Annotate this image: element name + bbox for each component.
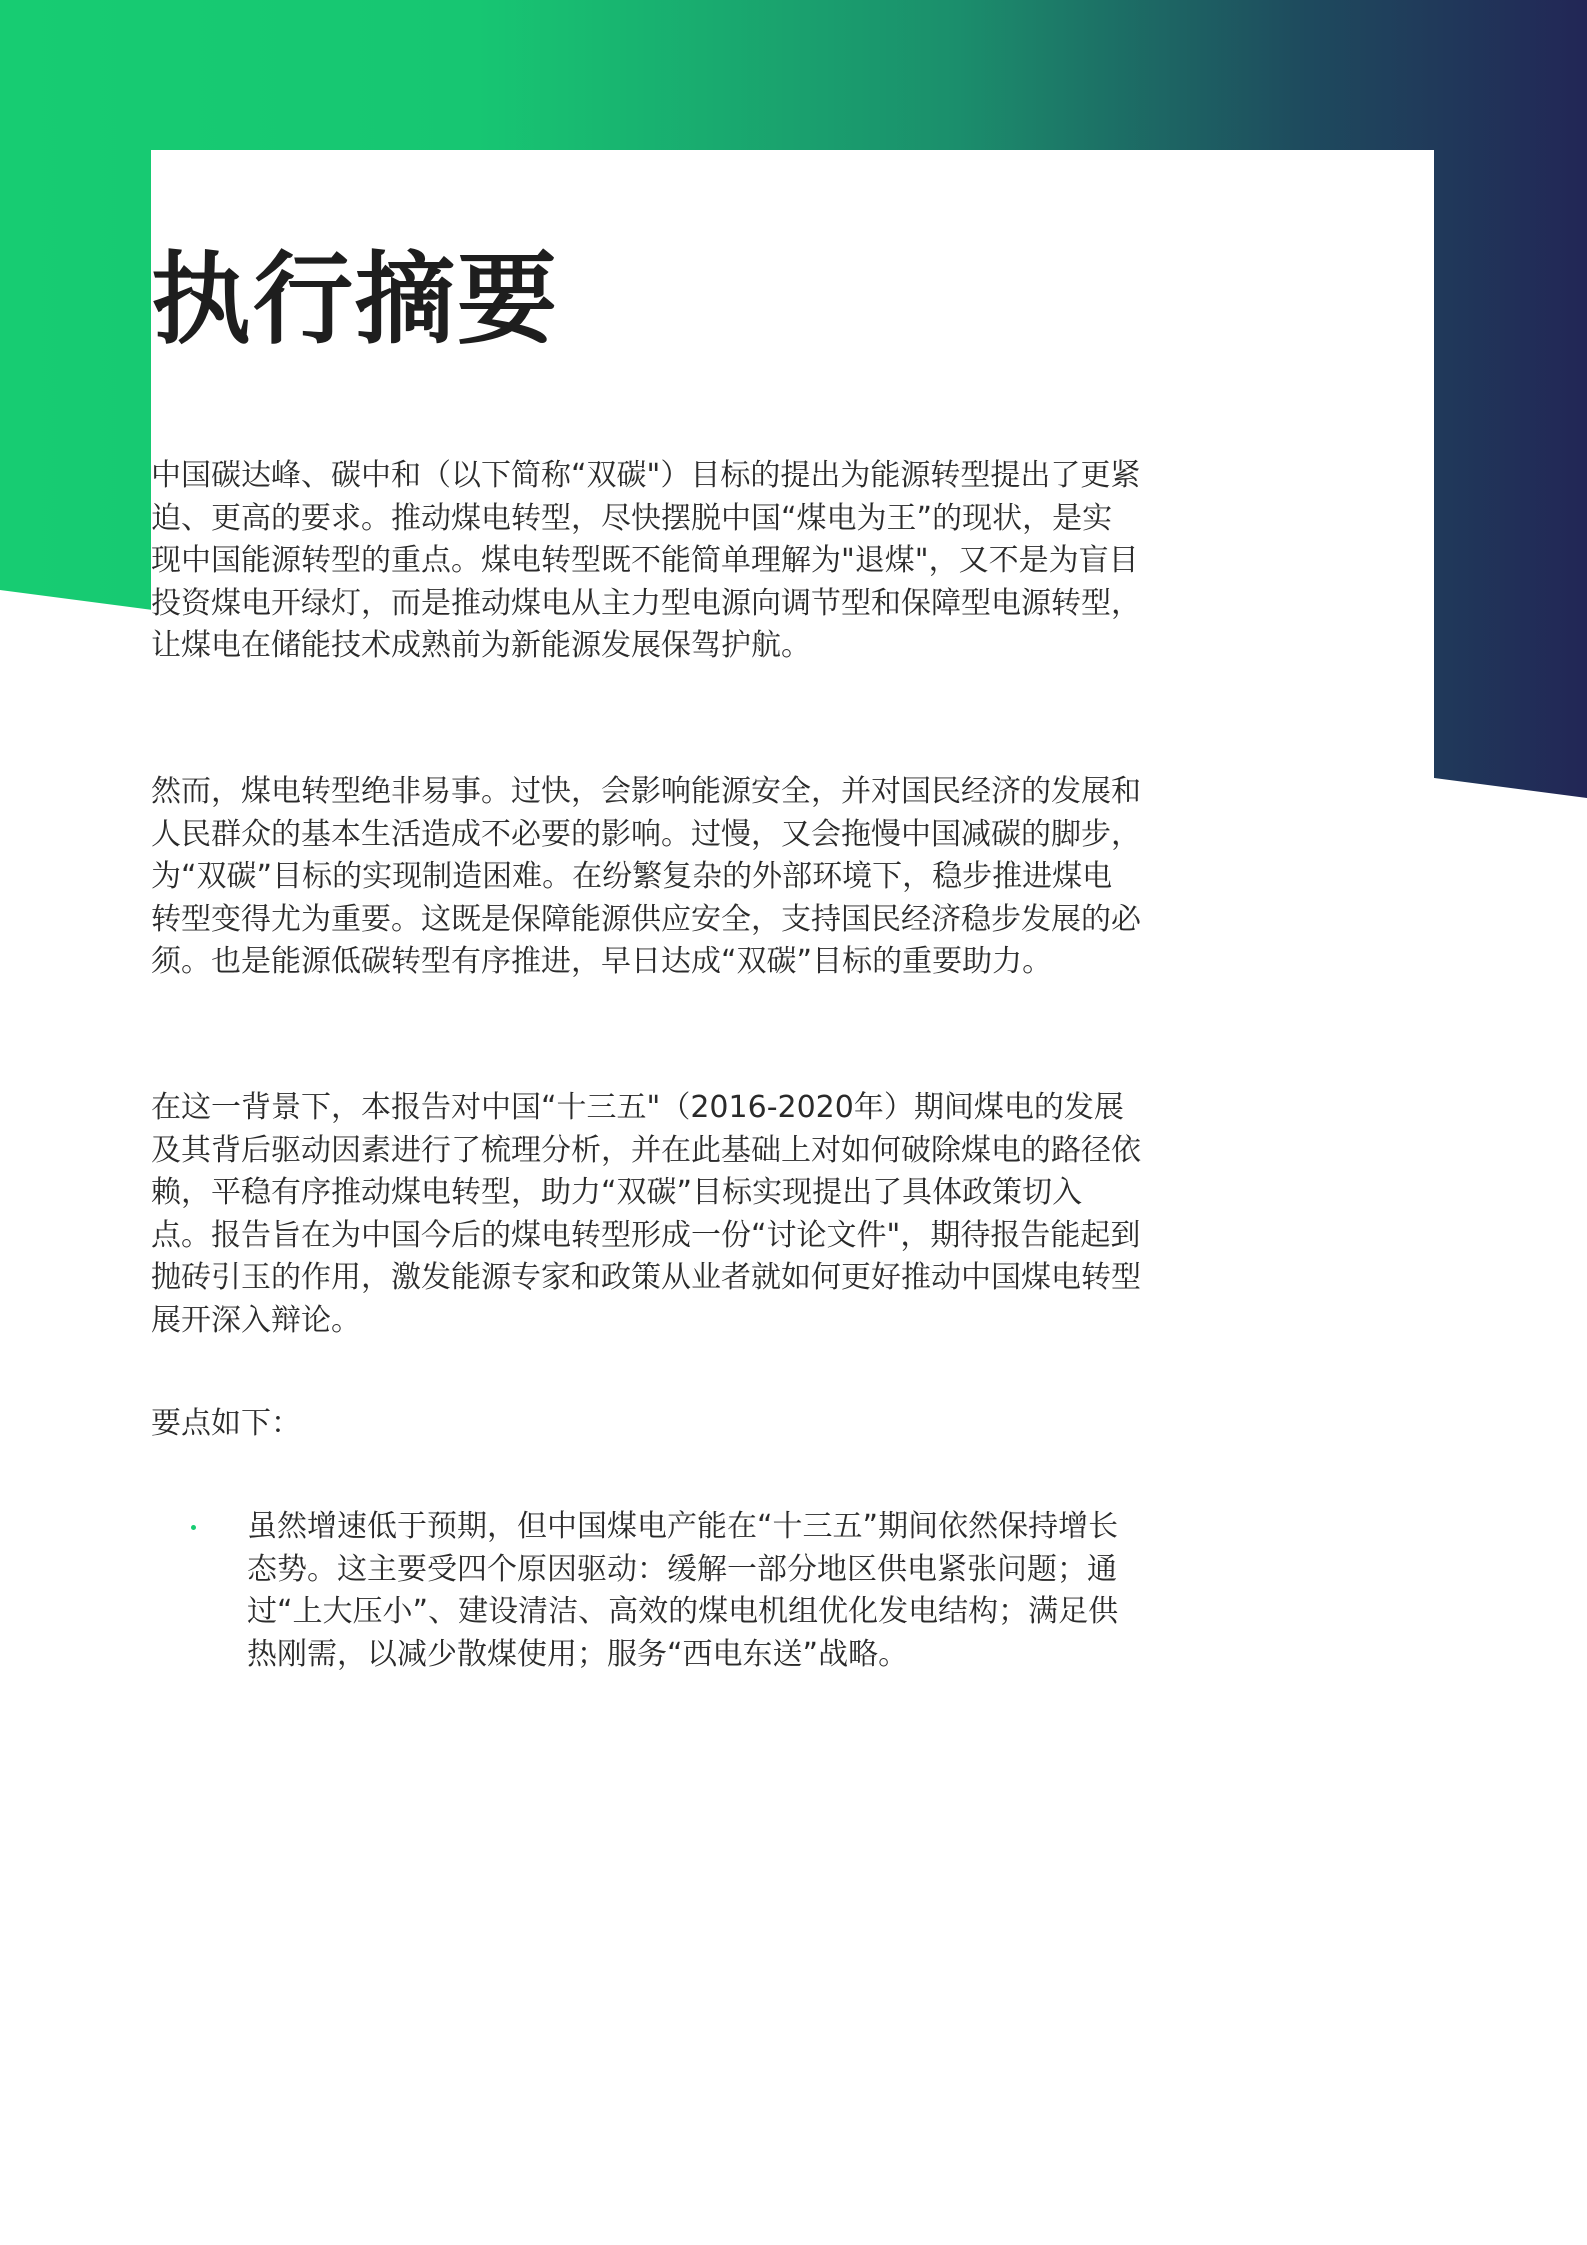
list-item-text: 虽然增速低于预期，但中国煤电产能在“十三五”期间依然保持增长态势。这主要受四个原因驱动：缓解一部分地区供电紧张问题；通过“上大压小”、建设清洁、高效的煤电机组优化发电结构；满足供热刚需，以减少散煤使用；服务“西电东送”战略。 (247, 1509, 1119, 1672)
page-title: 执行摘要 (151, 241, 559, 358)
bullet-dot-icon (191, 1525, 196, 1530)
key-points-list (191, 1506, 1141, 1676)
paragraph-challenge: 然而，煤电转型绝非易事。过快，会影响能源安全，并对国民经济的发展和人民群众的基本生活造成不必要的影响。过慢，又会拖慢中国减碳的脚步，为“双碳”目标的实现制造困难。在纷繁复杂的外部环境下，稳步推进煤电转型变得尤为重要。这既是保障能源供应安全，支持国民经济稳步发展的必须。也是能源低碳转型有序推进，早日达成“双碳”目标的重要助力。 (151, 774, 1141, 979)
paragraph-background: 在这一背景下，本报告对中国“十三五"（2016-2020年）期间煤电的发展及其背后驱动因素进行了梳理分析，并在此基础上对如何破除煤电的路径依赖，平稳有序推动煤电转型，助力“双碳”目标实现提出了具体政策切入点。报告旨在为中国今后的煤电转型形成一份“讨论文件"，期待报告能起到抛砖引玉的作用，激发能源专家和政策从业者就如何更好推动中国煤电转型展开深入辩论。 (151, 1090, 1141, 1338)
paragraph-intro: 中国碳达峰、碳中和（以下简称“双碳"）目标的提出为能源转型提出了更紧迫、更高的要求。推动煤电转型，尽快摆脱中国“煤电为王”的现状，是实现中国能源转型的重点。煤电转型既不能简单理解为"退煤"，又不是为盲目投资煤电开绿灯，而是推动煤电从主力型电源向调节型和保障型电源转型，让煤电在储能技术成熟前为新能源发展保驾护航。 (151, 458, 1141, 663)
key-points-heading: 要点如下： (151, 1406, 301, 1441)
list-item (191, 1506, 1141, 1676)
